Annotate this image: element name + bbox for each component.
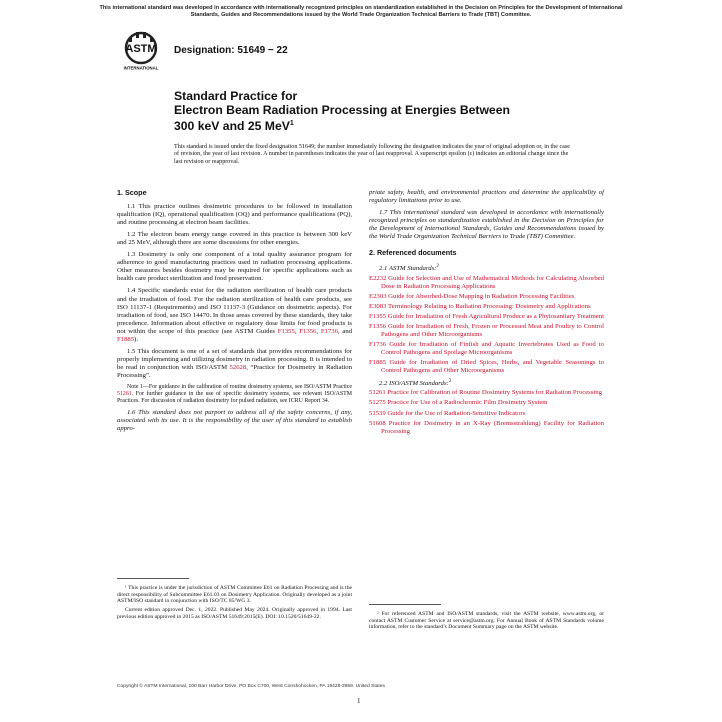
isoastm-ref-code-link[interactable]: 51608 [369, 419, 386, 427]
designation: Designation: 51649 − 22 [174, 45, 288, 56]
astm-ref-code-link[interactable]: E3083 [369, 302, 387, 310]
subsection-2-2 [379, 378, 604, 388]
ref-link-f1356[interactable]: F1356 [299, 327, 317, 335]
para-end: ). [134, 335, 139, 343]
reference-title: Guide for Selection and Use of Mathematical Methods for Calculating Absorbed Dose in Radiation Processing Applications [381, 274, 604, 290]
para-1-5-end: , “Practice for Dosimetry in Radiation Processing”. [117, 363, 352, 379]
isoastm-references-list [369, 389, 604, 435]
title-footnote-mark: 1 [289, 120, 294, 127]
reference-item [369, 389, 604, 397]
isoastm-ref-code-link[interactable]: 51539 [369, 409, 386, 417]
reference-item [369, 399, 604, 407]
note-1-text: Note 1—For guidance in the calibration of routine dosimetry systems, see ISO/ASTM Practice [127, 383, 352, 390]
reference-item [369, 313, 604, 321]
reference-item [369, 420, 604, 436]
para-1-7: 1.7 This international standard was developed in accordance with internationally recognized principles on standardization established in the Decision on Principles for the Development of International Standards, Guides and Recommendations issued by the World Trade Organization Technical Barriers to Trade (TBT) Committee. [369, 209, 604, 241]
sep: , [294, 327, 300, 335]
footnote-1: ¹ This practice is under the jurisdiction of ASTM Committee E61 on Radiation Processing and is the direct responsibility of Subcommittee E61.03 on Dosimetry Application. Originally developed as a joint ASTM/ISO standard in conjunction with ISO/TC 85/WG 3. [117, 585, 352, 605]
para-1-1: 1.1 This practice outlines dosimetric procedures to be followed in installation qualification (IQ), operational qualification (OQ) and performance qualifications (PQ), and routine processing at electron beam facilities. [117, 203, 352, 227]
astm-ref-code-link[interactable]: F1355 [369, 312, 387, 320]
reference-item [369, 303, 604, 311]
footnote-edition: Current edition approved Dec. 1, 2022. Published May 2024. Originally approved in 1994. Last previous edition approved in 2015 as ISO/ASTM 51649:2015(E). DOI: 10.1520/51649-22. [117, 607, 352, 620]
isoastm-ref-code-link[interactable]: 51261 [369, 389, 386, 397]
page-number: 1 [357, 697, 361, 705]
astm-logo [119, 29, 163, 73]
right-footnotes [369, 604, 604, 633]
left-column [117, 189, 352, 437]
document-title [174, 89, 594, 133]
para-1-2: 1.2 The electron beam energy range covered in this practice is between 300 keV and 25 MeV, although there are some discussions for other energies. [117, 231, 352, 247]
astm-ref-code-link[interactable]: E2303 [369, 292, 387, 300]
reference-item [369, 410, 604, 418]
note-1-end: . For further guidance in the use of specific dosimetry systems, see relevant ISO/ASTM Practices. For discussion of radiation dosimetry for pulsed radiation, see ICRU Report 34. [117, 390, 352, 404]
astm-references-list [369, 275, 604, 376]
reference-title: Guide for the Use of Radiation-Sensitive Indicators [385, 409, 526, 417]
reference-item [369, 293, 604, 301]
sep: , and [337, 327, 353, 335]
footnote-2: ² For referenced ASTM and ISO/ASTM standards, visit the ASTM website, www.astm.org, or contact ASTM Customer Service at service@astm.org. For Annual Book of ASTM Standards volume information, refer to the standard’s Document Summary page on the ASTM website. [369, 611, 604, 631]
reference-item [369, 275, 604, 291]
title-line-2: Electron Beam Radiation Processing at Energies Between [174, 103, 510, 117]
reference-title: Practice for Calibration of Routine Dosimetry Systems for Radiation Processing [385, 389, 602, 397]
reference-title: Terminology Relating to Radiation Processing: Dosimetry and Applications [386, 302, 591, 310]
reference-title: Guide for Absorbed-Dose Mapping in Radiation Processing Facilities [386, 292, 575, 300]
logo-text: ASTM [125, 43, 157, 55]
para-1-4 [117, 287, 352, 343]
reference-item [369, 323, 604, 339]
subsection-2-1-title: 2.1 ASTM Standards: [379, 265, 437, 273]
ref-link-52628[interactable]: 52628 [229, 363, 247, 371]
title-line-3: 300 keV and 25 MeV [174, 119, 290, 134]
para-1-3: 1.3 Dosimetry is only one component of a total quality assurance program for adherence to good manufacturing practices used in radiation processing applications. Other measures besides dosimetry may be required for specific applications such as health care product sterilization and food preservation. [117, 251, 352, 283]
isoastm-ref-code-link[interactable]: 51275 [369, 399, 386, 407]
footnote-mark-2: 2 [436, 264, 439, 270]
copyright-line: Copyright © ASTM International, 100 Barr Harbor Drive, PO Box C700, West Conshohocken, PA 19428-2959. United States [117, 684, 385, 689]
astm-ref-code-link[interactable]: F1885 [369, 359, 387, 367]
tbt-notice: This international standard was developed in accordance with internationally recognized principles on standardization established in the Decision on Principles for the Development of International Standards, Guides and Recommendations issued by the World Trade Organization Technical Barriers to Trade (TBT) Committee. [99, 5, 623, 18]
para-1-5-text: 1.5 This document is one of a set of standards that provides recommendations for properly implementing and utilizing dosimetry in radiation processing. It is intended to be read in conjunction with ISO/ASTM [117, 347, 352, 371]
issuance-statement: This standard is issued under the fixed designation 51649; the number immediately following the designation indicates the year of original adoption or, in the case of revision, the year of last revision. A number in parentheses indicates the year of last reapproval. A superscript epsilon (ε) indicates an editorial change since the last revision or reapproval. [174, 144, 570, 165]
para-1-6: 1.6 This standard does not purport to address all of the safety concerns, if any, associated with its use. It is the responsibility of the user of this standard to establish appro- [117, 408, 352, 433]
section-1-heading: 1. Scope [117, 188, 147, 197]
footnote-mark-2: 2 [448, 379, 452, 385]
reference-title: Practice for Dosimetry in an X-Ray (Bremsstrahlung) Facility for Radiation Processing [381, 419, 604, 435]
note-1 [117, 384, 352, 405]
astm-ref-code-link[interactable]: F1356 [369, 322, 387, 330]
reference-title: Guide for Irradiation of Fresh Agricultural Produce as a Phytosanitary Treatment [386, 312, 604, 320]
para-1-4-text: 1.4 Specific standards exist for the radiation sterilization of health care products and the irradiation of food. For the radiation sterilization of health care products, see ISO 11137-1 (Requirements) and ISO 11137-3 (Guidance on dosimetric aspects). For irradiation of food, see ISO 14470. In those areas covered by these standards, they take precedence. Information about effective or regulatory dose limits for food products is not within the scope of this practice (see ASTM Guides [117, 287, 352, 335]
para-1-6-continued: priate safety, health, and environmental practices and determine the applicability of regulatory limitations prior to use. [369, 189, 604, 205]
subsection-2-2-title: 2.2 ISO/ASTM Standards: [379, 380, 449, 388]
reference-title: Practice for Use of a Radiochromic Film Dosimetry System [385, 399, 548, 407]
left-footnotes [117, 578, 352, 623]
title-line-1: Standard Practice for [174, 89, 298, 103]
reference-title: Guide for Irradiation of Fresh, Frozen or Processed Meat and Poultry to Control Pathogens and Other Microorganisms [381, 322, 604, 338]
para-1-5 [117, 348, 352, 380]
subsection-2-1 [379, 263, 604, 273]
ref-link-f1355[interactable]: F1355 [277, 327, 295, 335]
section-2-heading: 2. Referenced documents [369, 248, 457, 258]
reference-title: Guide for Irradiation of Finfish and Aquatic Invertebrates Used as Food to Control Pathogens and Spoilage Microorganisms [381, 340, 604, 356]
footnote-rule [117, 578, 189, 579]
ref-link-51261[interactable]: 51261 [117, 390, 132, 397]
ref-link-f1736[interactable]: F1736 [320, 327, 338, 335]
reference-item [369, 341, 604, 357]
footnote-rule [369, 604, 441, 605]
reference-item [369, 359, 604, 375]
reference-title: Guide for Irradiation of Dried Spices, Herbs, and Vegetable Seasonings to Control Pathogens and Other Microorganisms [381, 359, 604, 375]
astm-ref-code-link[interactable]: E2232 [369, 274, 387, 282]
sep: , [316, 327, 321, 335]
ref-link-f1885[interactable]: F1885 [117, 335, 135, 343]
logo-subtext: INTERNATIONAL [123, 65, 159, 71]
astm-ref-code-link[interactable]: F1736 [369, 340, 387, 348]
right-column [369, 189, 604, 438]
